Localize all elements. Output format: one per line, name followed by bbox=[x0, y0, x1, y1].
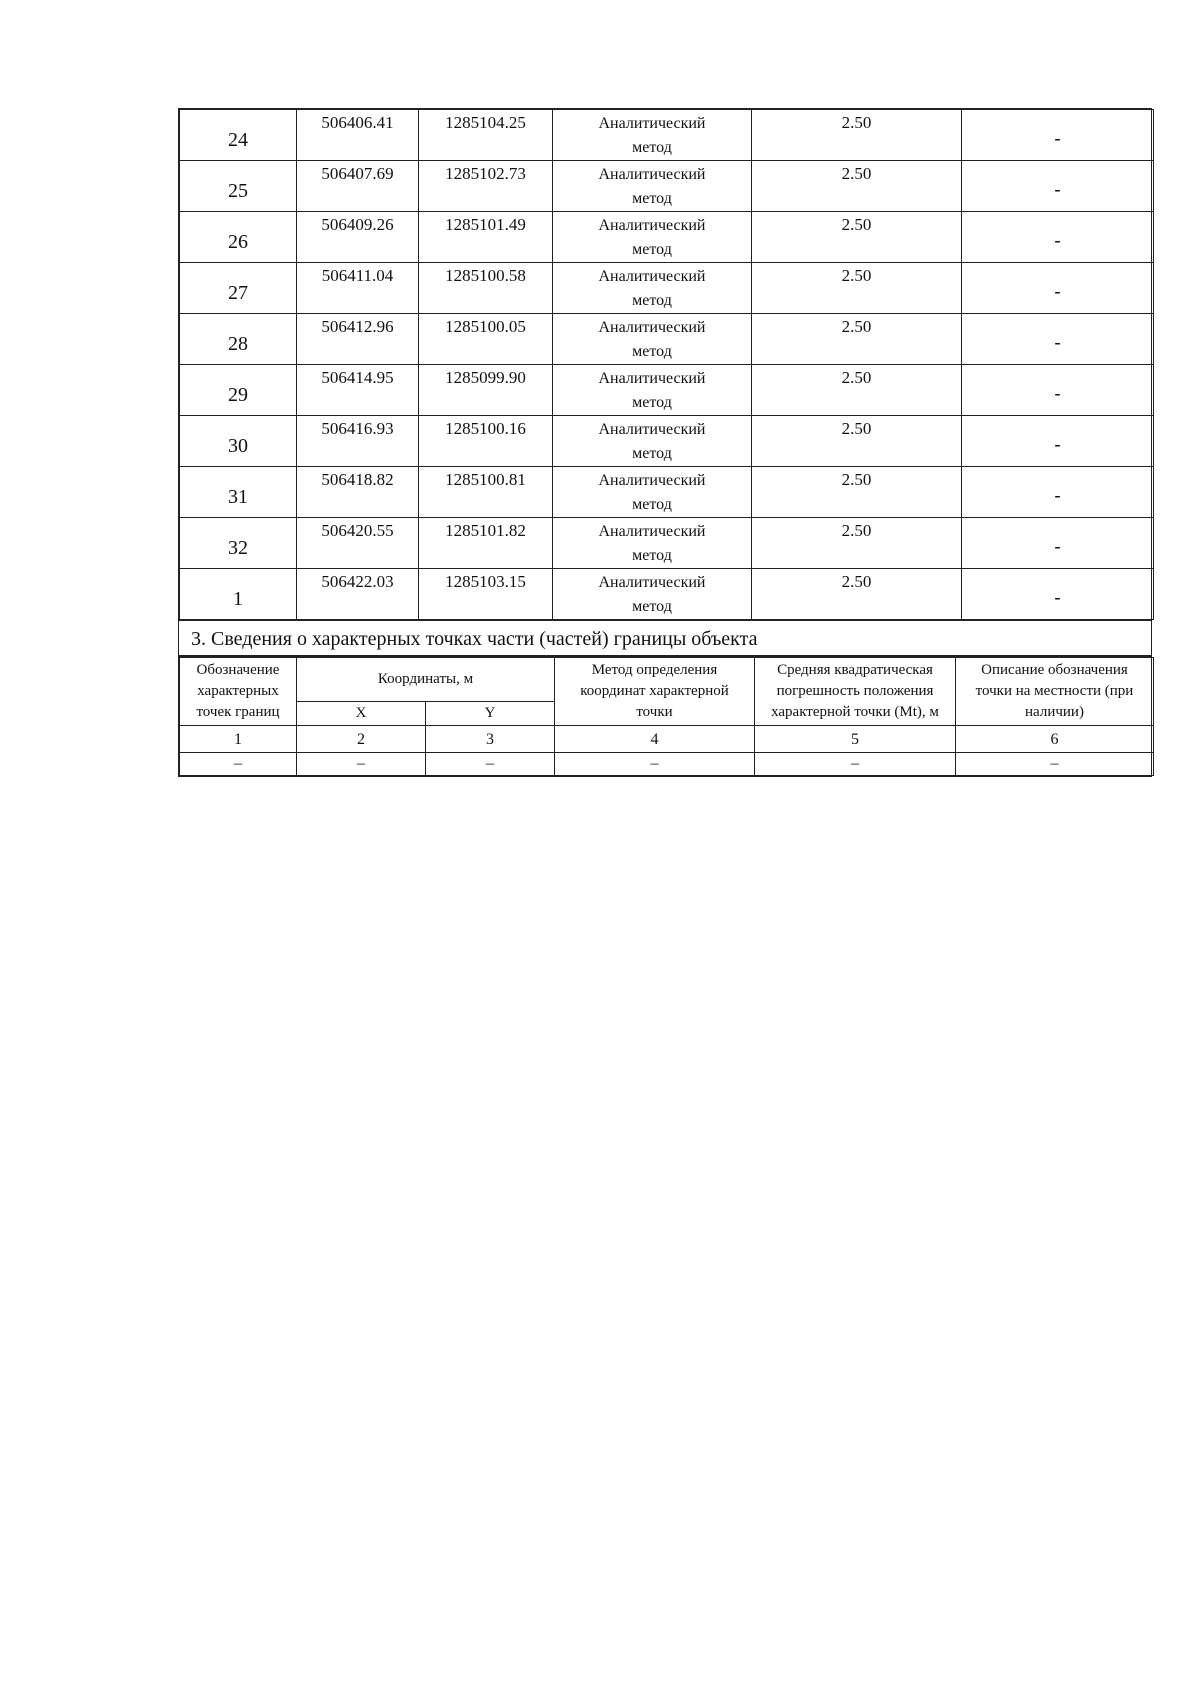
point-number: 29 bbox=[180, 365, 297, 416]
method-line: Аналитический bbox=[598, 166, 706, 183]
method-line: Аналитический bbox=[598, 115, 706, 132]
header-y: Y bbox=[426, 701, 555, 725]
header-description: Описание обозначения точки на местности (при наличии) bbox=[956, 658, 1154, 726]
index-cell: 2 bbox=[297, 726, 426, 753]
mean-error: 2.50 bbox=[752, 416, 962, 467]
coordinate-y: 1285100.05 bbox=[419, 314, 553, 365]
index-cell: 6 bbox=[956, 726, 1154, 753]
coordinate-y: 1285100.16 bbox=[419, 416, 553, 467]
index-cell: 4 bbox=[555, 726, 755, 753]
method-line: Аналитический bbox=[598, 523, 706, 540]
method-line: Аналитический bbox=[598, 421, 706, 438]
table-row bbox=[180, 110, 1154, 161]
table-row bbox=[180, 569, 1154, 620]
description: - bbox=[962, 467, 1154, 518]
coordinate-x: 506412.96 bbox=[297, 314, 419, 365]
coordinate-y: 1285101.82 bbox=[419, 518, 553, 569]
empty-cell: – bbox=[426, 753, 555, 776]
coordinate-y: 1285102.73 bbox=[419, 161, 553, 212]
method-line: метод bbox=[632, 190, 672, 207]
method-line: метод bbox=[632, 598, 672, 615]
method-line: Аналитический bbox=[598, 268, 706, 285]
boundary-points-document bbox=[178, 108, 1152, 777]
mean-error: 2.50 bbox=[752, 467, 962, 518]
method-line: метод bbox=[632, 343, 672, 360]
coordinate-x: 506409.26 bbox=[297, 212, 419, 263]
point-number: 28 bbox=[180, 314, 297, 365]
point-number: 26 bbox=[180, 212, 297, 263]
coordinates-table bbox=[179, 109, 1154, 620]
mean-error: 2.50 bbox=[752, 263, 962, 314]
method bbox=[553, 467, 752, 518]
description: - bbox=[962, 569, 1154, 620]
method-line: Аналитический bbox=[598, 370, 706, 387]
index-cell: 3 bbox=[426, 726, 555, 753]
section-3-title: 3. Сведения о характерных точках части (частей) границы объекта bbox=[179, 620, 1151, 657]
coordinate-x: 506422.03 bbox=[297, 569, 419, 620]
description: - bbox=[962, 110, 1154, 161]
description: - bbox=[962, 416, 1154, 467]
empty-cell: – bbox=[956, 753, 1154, 776]
mean-error: 2.50 bbox=[752, 161, 962, 212]
method bbox=[553, 569, 752, 620]
empty-row bbox=[180, 753, 1154, 776]
coordinate-x: 506406.41 bbox=[297, 110, 419, 161]
method-line: Аналитический bbox=[598, 574, 706, 591]
coordinate-y: 1285101.49 bbox=[419, 212, 553, 263]
method bbox=[553, 365, 752, 416]
header-error: Средняя квадратическая погрешность положения характерной точки (Mt), м bbox=[755, 658, 956, 726]
method-line: Аналитический bbox=[598, 319, 706, 336]
point-number: 24 bbox=[180, 110, 297, 161]
method-line: метод bbox=[632, 445, 672, 462]
section-3-table bbox=[179, 657, 1154, 776]
coordinate-x: 506420.55 bbox=[297, 518, 419, 569]
table-row bbox=[180, 314, 1154, 365]
method bbox=[553, 263, 752, 314]
header-coordinates: Координаты, м bbox=[297, 658, 555, 702]
empty-cell: – bbox=[297, 753, 426, 776]
mean-error: 2.50 bbox=[752, 314, 962, 365]
coordinate-x: 506411.04 bbox=[297, 263, 419, 314]
header-designation: Обозначение характерных точек границ bbox=[180, 658, 297, 726]
table-row bbox=[180, 212, 1154, 263]
method bbox=[553, 314, 752, 365]
coordinate-y: 1285104.25 bbox=[419, 110, 553, 161]
method-line: метод bbox=[632, 394, 672, 411]
method-line: метод bbox=[632, 241, 672, 258]
method-line: метод bbox=[632, 292, 672, 309]
method bbox=[553, 416, 752, 467]
coordinate-x: 506418.82 bbox=[297, 467, 419, 518]
method bbox=[553, 110, 752, 161]
table-row bbox=[180, 263, 1154, 314]
point-number: 27 bbox=[180, 263, 297, 314]
header-method: Метод определения координат характерной точки bbox=[555, 658, 755, 726]
description: - bbox=[962, 365, 1154, 416]
index-cell: 1 bbox=[180, 726, 297, 753]
method bbox=[553, 161, 752, 212]
description: - bbox=[962, 212, 1154, 263]
mean-error: 2.50 bbox=[752, 212, 962, 263]
coordinate-y: 1285100.58 bbox=[419, 263, 553, 314]
mean-error: 2.50 bbox=[752, 569, 962, 620]
mean-error: 2.50 bbox=[752, 110, 962, 161]
table-row bbox=[180, 518, 1154, 569]
method-line: метод bbox=[632, 496, 672, 513]
mean-error: 2.50 bbox=[752, 518, 962, 569]
point-number: 32 bbox=[180, 518, 297, 569]
coordinate-x: 506407.69 bbox=[297, 161, 419, 212]
point-number: 30 bbox=[180, 416, 297, 467]
index-cell: 5 bbox=[755, 726, 956, 753]
column-index-row bbox=[180, 726, 1154, 753]
mean-error: 2.50 bbox=[752, 365, 962, 416]
point-number: 31 bbox=[180, 467, 297, 518]
empty-cell: – bbox=[555, 753, 755, 776]
point-number: 1 bbox=[180, 569, 297, 620]
method-line: метод bbox=[632, 139, 672, 156]
point-number: 25 bbox=[180, 161, 297, 212]
header-x: X bbox=[297, 701, 426, 725]
method bbox=[553, 212, 752, 263]
method-line: метод bbox=[632, 547, 672, 564]
description: - bbox=[962, 314, 1154, 365]
empty-cell: – bbox=[180, 753, 297, 776]
table-row bbox=[180, 365, 1154, 416]
method bbox=[553, 518, 752, 569]
description: - bbox=[962, 161, 1154, 212]
table-row bbox=[180, 161, 1154, 212]
empty-cell: – bbox=[755, 753, 956, 776]
coordinate-y: 1285103.15 bbox=[419, 569, 553, 620]
method-line: Аналитический bbox=[598, 217, 706, 234]
description: - bbox=[962, 518, 1154, 569]
method-line: Аналитический bbox=[598, 472, 706, 489]
coordinate-y: 1285100.81 bbox=[419, 467, 553, 518]
coordinate-x: 506416.93 bbox=[297, 416, 419, 467]
coordinate-x: 506414.95 bbox=[297, 365, 419, 416]
table-row bbox=[180, 416, 1154, 467]
table-row bbox=[180, 467, 1154, 518]
coordinate-y: 1285099.90 bbox=[419, 365, 553, 416]
description: - bbox=[962, 263, 1154, 314]
